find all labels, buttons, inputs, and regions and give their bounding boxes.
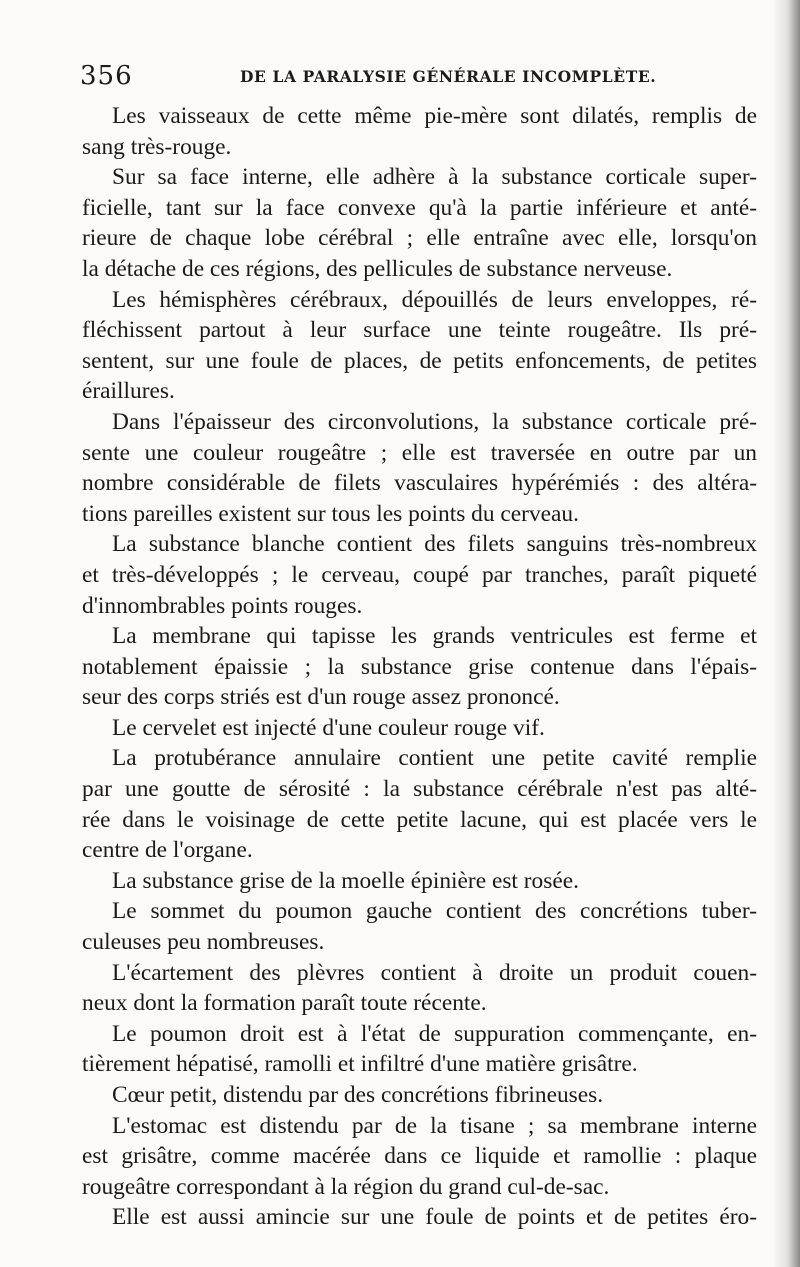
- text-line: La substance blanche contient des filets sanguins très-nombreux: [112, 531, 757, 558]
- running-head: DE LA PARALYSIE GÉNÉRALE INCOMPLÈTE.: [240, 67, 657, 86]
- text-line: sang très-rouge.: [82, 133, 232, 160]
- text-line: centre de l'organe.: [82, 837, 253, 864]
- text-line: la détache de ces régions, des pellicules de substance nerveuse.: [82, 255, 673, 282]
- text-line: ficielle, tant sur la face convexe qu'à la partie inférieure et anté-: [82, 194, 757, 221]
- body-text: [82, 101, 757, 1233]
- text-line: Le cervelet est injecté d'une couleur rouge vif.: [112, 714, 545, 741]
- text-line: sente une couleur rougeâtre ; elle est traversée en outre par un: [82, 439, 757, 466]
- text-line: La substance grise de la moelle épinière est rosée.: [112, 867, 579, 894]
- text-line: est grisâtre, comme macérée dans ce liquide et ramollie : plaque: [82, 1143, 757, 1170]
- text-line: tièrement hépatisé, ramolli et infiltré d'une matière grisâtre.: [82, 1051, 638, 1078]
- text-line: d'innombrables points rouges.: [82, 592, 363, 619]
- text-line: rieure de chaque lobe cérébral ; elle entraîne avec elle, lorsqu'on: [82, 225, 757, 252]
- text-line: par une goutte de sérosité : la substance cérébrale n'est pas alté-: [82, 776, 757, 803]
- text-line: Les hémisphères cérébraux, dépouillés de leurs enveloppes, ré-: [112, 286, 757, 313]
- text-line: neux dont la formation paraît toute récente.: [82, 990, 487, 1017]
- text-line: Sur sa face interne, elle adhère à la substance corticale super-: [112, 164, 757, 191]
- page-number: 356: [80, 61, 133, 91]
- text-line: Le sommet du poumon gauche contient des concrétions tuber-: [112, 898, 757, 925]
- text-line: seur des corps striés est d'un rouge assez prononcé.: [82, 684, 560, 711]
- text-line: rougeâtre correspondant à la région du grand cul-de-sac.: [82, 1173, 610, 1200]
- text-line: fléchissent partout à leur surface une teinte rougeâtre. Ils pré-: [82, 317, 757, 344]
- text-line: Le poumon droit est à l'état de suppuration commençante, en-: [112, 1020, 757, 1047]
- text-line: L'écartement des plèvres contient à droite un produit couen-: [112, 959, 757, 986]
- text-line: Dans l'épaisseur des circonvolutions, la substance corticale pré-: [112, 408, 757, 435]
- text-line: nombre considérable de filets vasculaires hypérémiés : des altéra-: [82, 470, 757, 497]
- text-line: notablement épaissie ; la substance grise contenue dans l'épais-: [82, 653, 757, 680]
- text-line: Les vaisseaux de cette même pie-mère sont dilatés, remplis de: [112, 103, 757, 129]
- text-line: et très-développés ; le cerveau, coupé par tranches, paraît piqueté: [82, 561, 757, 588]
- text-line: éraillures.: [82, 378, 175, 405]
- text-line: Cœur petit, distendu par des concrétions fibrineuses.: [112, 1082, 604, 1108]
- page-edge-shadow: [772, 0, 800, 1267]
- page-header: [80, 58, 770, 94]
- text-line: sentent, sur une foule de places, de petits enfoncements, de petites: [82, 347, 757, 374]
- text-line: La protubérance annulaire contient une petite cavité remplie: [112, 745, 757, 772]
- text-line: L'estomac est distendu par de la tisane ; sa membrane interne: [112, 1112, 757, 1139]
- text-line: tions pareilles existent sur tous les points du cerveau.: [82, 500, 579, 527]
- text-line: rée dans le voisinage de cette petite lacune, qui est placée vers le: [82, 806, 757, 833]
- text-line: Elle est aussi amincie sur une foule de points et de petites éro-: [112, 1204, 757, 1231]
- text-line: La membrane qui tapisse les grands ventricules est ferme et: [112, 623, 757, 650]
- text-line: culeuses peu nombreuses.: [82, 929, 325, 956]
